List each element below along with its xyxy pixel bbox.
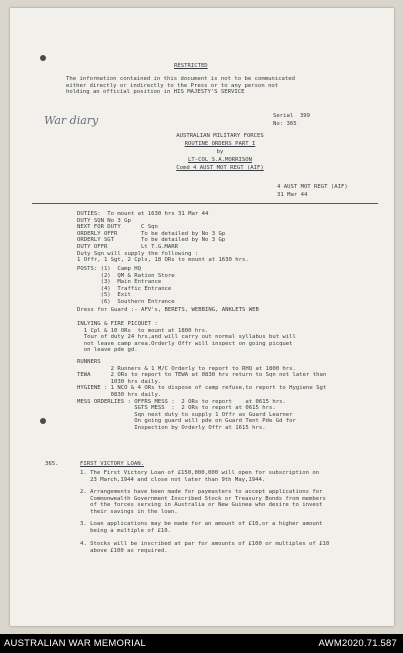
footer-accession-number: AWM2020.71.587 (318, 638, 397, 649)
loan-order-number: 365. (45, 461, 59, 467)
divider-line (32, 203, 378, 204)
order-number: No: 365 (273, 121, 297, 127)
title-routine-orders: ROUTINE ORDERS PART I (184, 141, 256, 147)
loan-heading: FIRST VICTORY LOAN. (80, 461, 144, 467)
punch-hole-bottom (40, 418, 46, 424)
footer-institution: AUSTRALIAN WAR MEMORIAL (4, 638, 147, 649)
classification-label: RESTRICTED (174, 63, 208, 69)
loan-item: 1. The First Victory Loan of £150,000,000 will open for subscription on 23 March,1944 and close not later than 9th May,1944. (80, 470, 320, 483)
archive-footer (0, 634, 403, 653)
title-by: by (216, 149, 224, 155)
handwritten-note: War diary (44, 114, 99, 127)
restriction-notice: The information contained in this document is not to be communicated either directly or indirectly to the Press or to any person not holding an official position in HIS MAJESTY'S SERVICE (66, 76, 296, 96)
picquet-block: INLYING & FIRE PICQUET : 1 Cpl & 10 ORs to mount at 1800 hrs. Tour of duty 24 hrs,and will carry out normal syllabus but will not leave camp area.Orderly Offr will inspect on going picquet on leave pde gd. (77, 321, 296, 354)
runners-block: RUNNERS 2 Runners & 1 M/C Orderly to report to RHQ at 1800 hrs. TEWA 2 ORs to report to TEWA at 0830 hrs return to Sqn not later than 1030 hrs daily. HYGIENE : 1 NCO & 4 ORs to dispose of camp refuse,to report to Hygiene Sgt 0830 hrs daily. MESS ORDERLIES : OFFRS MESS : 2 ORs to report at 0615 hrs. SGTS MESS : 2 ORs to report at 0615 hrs. Sqn next duty to supply 1 Offr as Guard Learner On going guard will pde on Guard Tent Pde Gd for Inspection by Orderly Offr at 1615 hrs. (77, 359, 327, 431)
unit-date: 31 Mar 44 (277, 192, 308, 198)
punch-hole-top (40, 55, 46, 61)
title-commander: LT-COL S.A.MORRISON (188, 157, 252, 163)
loan-item: 4. Stocks will be inscribed at par for amounts of £100 or multiples of £10 above £100 as required. (80, 541, 330, 554)
loan-item: 3. Loan applications may be made for an amount of £10,or a higher amount being a multiple of £10. (80, 521, 323, 534)
title-forces: AUSTRALIAN MILITARY FORCES (176, 133, 264, 139)
duties-block: DUTIES: To mount at 1630 hrs 31 Mar 44 DUTY SQN No 3 Gp NEXT FOR DUTY C Sqn ORDERLY OFFR To be detailed by No 3 Gp ORDERLY SGT To be detailed by No 3 Gp DUTY OFFR Lt T.G.MARR Duty Sqn will supply the following : 1 Offr, 1 Sgt, 2 Cpls, 18 ORs to mount at 1630 hrs. (77, 211, 249, 264)
title-command: Comd 4 AUST MOT REGT (AIF) (176, 165, 264, 171)
guard-dress: Dress for Guard :- AFV's, BERETS, WEBBING, ANKLETS WEB (77, 307, 259, 313)
loan-item: 2. Arrangements have been made for paymasters to accept applications for Commonwealth Government Inscribed Stock or Treasury Bonds from members of the forces serving in Australia or New Guinea who desire to invest their savings in the loan. (80, 489, 326, 515)
serial-line: Serial 399 (273, 113, 311, 119)
posts-block: POSTS: (1) Camp HQ (2) QM & Ration Store (3) Main Entrance (4) Traffic Entrance (5) Exit (6) Southern Entrance (77, 266, 175, 305)
unit-name: 4 AUST MOT REGT (AIF) (277, 184, 348, 190)
